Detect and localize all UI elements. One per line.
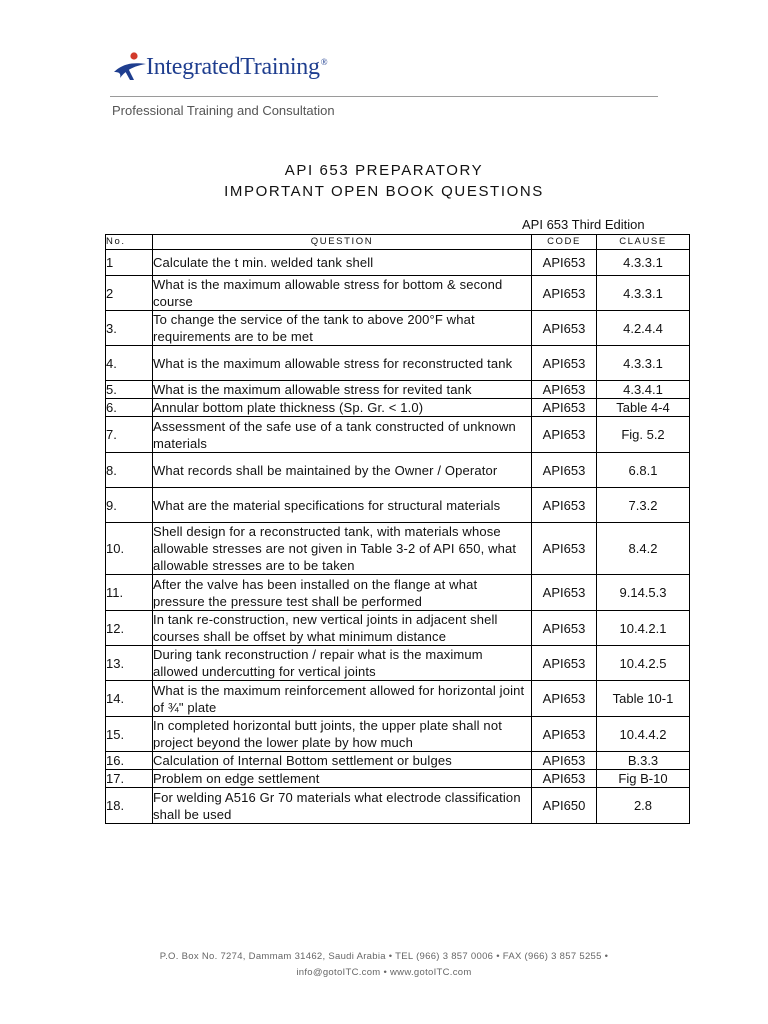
table-row xyxy=(106,681,690,717)
row-number: 2 xyxy=(106,276,153,311)
row-question: To change the service of the tank to above 200°F what requirements are to be met xyxy=(153,311,532,346)
row-clause: Table 10-1 xyxy=(597,681,690,717)
row-clause: 4.2.4.4 xyxy=(597,311,690,346)
table-row xyxy=(106,770,690,788)
footer-contact: info@gotoITC.com • www.gotoITC.com xyxy=(296,967,472,978)
row-question: For welding A516 Gr 70 materials what electrode classification shall be used xyxy=(153,788,532,824)
row-question: What is the maximum reinforcement allowed for horizontal joint of ¾" plate xyxy=(153,681,532,717)
row-question: After the valve has been installed on the flange at what pressure the pressure test shall be performed xyxy=(153,575,532,611)
header-divider xyxy=(110,96,658,97)
logo-text: IntegratedTraining xyxy=(146,54,320,80)
header-code: CODE xyxy=(532,235,597,250)
row-question: What is the maximum allowable stress for revited tank xyxy=(153,381,532,399)
row-number: 10. xyxy=(106,523,153,575)
table-row xyxy=(106,381,690,399)
row-question: What records shall be maintained by the Owner / Operator xyxy=(153,453,532,488)
row-number: 1 xyxy=(106,250,153,276)
row-clause: 10.4.2.5 xyxy=(597,646,690,681)
row-number: 8. xyxy=(106,453,153,488)
row-code: API653 xyxy=(532,488,597,523)
row-clause: 8.4.2 xyxy=(597,523,690,575)
table-row xyxy=(106,717,690,752)
table-row xyxy=(106,250,690,276)
row-code: API653 xyxy=(532,346,597,381)
row-code: API653 xyxy=(532,752,597,770)
questions-table xyxy=(105,234,690,824)
table-row xyxy=(106,788,690,824)
row-number: 5. xyxy=(106,381,153,399)
row-code: API653 xyxy=(532,611,597,646)
row-question: Calculate the t min. welded tank shell xyxy=(153,250,532,276)
row-code: API653 xyxy=(532,381,597,399)
row-code: API653 xyxy=(532,681,597,717)
row-code: API653 xyxy=(532,276,597,311)
table-header-row xyxy=(106,235,690,250)
header-question: QUESTION xyxy=(153,235,532,250)
row-question: Assessment of the safe use of a tank constructed of unknown materials xyxy=(153,417,532,453)
table-row xyxy=(106,346,690,381)
row-clause: 9.14.5.3 xyxy=(597,575,690,611)
row-number: 18. xyxy=(106,788,153,824)
row-number: 4. xyxy=(106,346,153,381)
table-row xyxy=(106,399,690,417)
row-clause: Fig B-10 xyxy=(597,770,690,788)
tagline: Professional Training and Consultation xyxy=(112,103,335,118)
row-number: 14. xyxy=(106,681,153,717)
logo-figure-icon xyxy=(112,50,148,84)
table-row xyxy=(106,488,690,523)
row-question: In completed horizontal butt joints, the upper plate shall not project beyond the lower plate by how much xyxy=(153,717,532,752)
row-number: 15. xyxy=(106,717,153,752)
row-question: During tank reconstruction / repair what is the maximum allowed undercutting for vertical joints xyxy=(153,646,532,681)
row-question: Shell design for a reconstructed tank, with materials whose allowable stresses are not given in Table 3-2 of API 650, what allowable stresses are to be taken xyxy=(153,523,532,575)
table-row xyxy=(106,611,690,646)
row-clause: 4.3.4.1 xyxy=(597,381,690,399)
document-title-line-2: IMPORTANT OPEN BOOK QUESTIONS xyxy=(224,183,544,200)
row-number: 16. xyxy=(106,752,153,770)
row-clause: 7.3.2 xyxy=(597,488,690,523)
row-code: API653 xyxy=(532,575,597,611)
table-row xyxy=(106,752,690,770)
row-code: API653 xyxy=(532,417,597,453)
row-clause: 2.8 xyxy=(597,788,690,824)
table-row xyxy=(106,575,690,611)
row-code: API653 xyxy=(532,250,597,276)
table-row xyxy=(106,523,690,575)
row-question: What are the material specifications for structural materials xyxy=(153,488,532,523)
row-number: 6. xyxy=(106,399,153,417)
row-code: API653 xyxy=(532,311,597,346)
row-clause: 4.3.3.1 xyxy=(597,346,690,381)
footer-address: P.O. Box No. 7274, Dammam 31462, Saudi Arabia • TEL (966) 3 857 0006 • FAX (966) 3 857 5255 • xyxy=(159,951,609,962)
edition-label: API 653 Third Edition xyxy=(522,217,645,232)
row-question: In tank re-construction, new vertical joints in adjacent shell courses shall be offset by what minimum distance xyxy=(153,611,532,646)
row-code: API653 xyxy=(532,453,597,488)
row-code: API653 xyxy=(532,770,597,788)
row-number: 9. xyxy=(106,488,153,523)
table-row xyxy=(106,276,690,311)
logo-wordmark xyxy=(146,54,327,81)
row-clause: 10.4.4.2 xyxy=(597,717,690,752)
row-question: Annular bottom plate thickness (Sp. Gr. < 1.0) xyxy=(153,399,532,417)
row-question: Calculation of Internal Bottom settlement or bulges xyxy=(153,752,532,770)
row-code: API650 xyxy=(532,788,597,824)
row-code: API653 xyxy=(532,399,597,417)
table-row xyxy=(106,311,690,346)
row-number: 13. xyxy=(106,646,153,681)
row-number: 12. xyxy=(106,611,153,646)
row-code: API653 xyxy=(532,717,597,752)
registered-mark: ® xyxy=(320,57,328,67)
row-clause: 4.3.3.1 xyxy=(597,250,690,276)
row-clause: 6.8.1 xyxy=(597,453,690,488)
row-number: 17. xyxy=(106,770,153,788)
table-row xyxy=(106,646,690,681)
row-clause: B.3.3 xyxy=(597,752,690,770)
table-body xyxy=(106,250,690,824)
header-clause: CLAUSE xyxy=(597,235,690,250)
row-clause: Fig. 5.2 xyxy=(597,417,690,453)
row-clause: 4.3.3.1 xyxy=(597,276,690,311)
row-code: API653 xyxy=(532,523,597,575)
row-question: What is the maximum allowable stress for reconstructed tank xyxy=(153,346,532,381)
row-number: 11. xyxy=(106,575,153,611)
row-question: What is the maximum allowable stress for bottom & second course xyxy=(153,276,532,311)
row-clause: 10.4.2.1 xyxy=(597,611,690,646)
document-title-line-1: API 653 PREPARATORY xyxy=(284,162,484,179)
row-number: 3. xyxy=(106,311,153,346)
row-clause: Table 4-4 xyxy=(597,399,690,417)
header-no: No. xyxy=(106,235,153,250)
row-code: API653 xyxy=(532,646,597,681)
row-question: Problem on edge settlement xyxy=(153,770,532,788)
table-row xyxy=(106,453,690,488)
row-number: 7. xyxy=(106,417,153,453)
table-row xyxy=(106,417,690,453)
